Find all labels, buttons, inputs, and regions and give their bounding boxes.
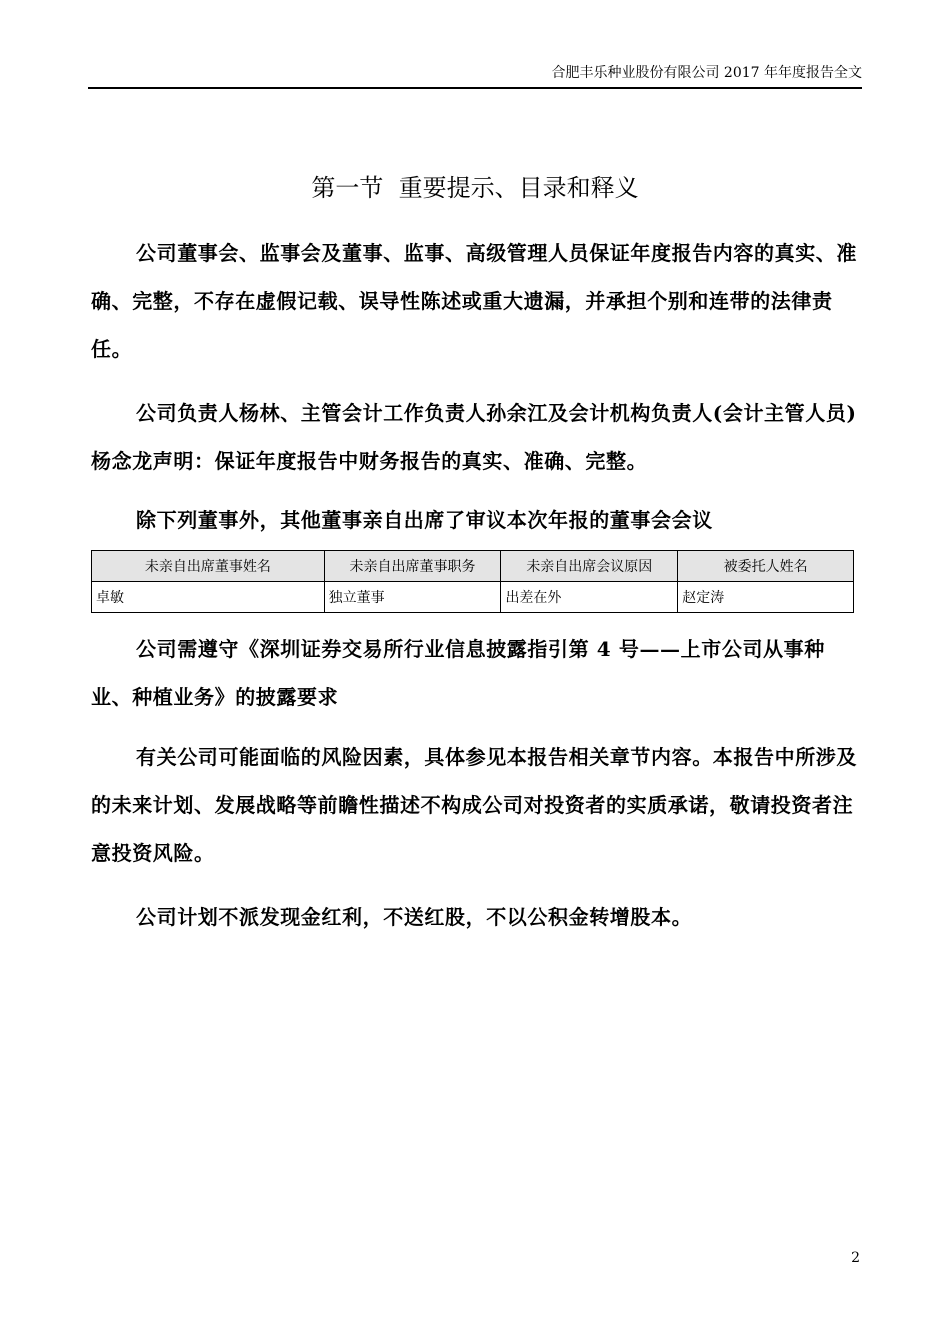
paragraph-disclosure-guideline: 公司需遵守《深圳证券交易所行业信息披露指引第 4 号——上市公司从事种业、种植业务》的披露要求 bbox=[91, 637, 825, 709]
absent-directors-table bbox=[91, 550, 854, 613]
table-header-cell: 未亲自出席董事姓名 bbox=[92, 551, 325, 582]
table-cell: 出差在外 bbox=[501, 582, 678, 613]
paragraph-absent-directors-intro: 除下列董事外，其他董事亲自出席了审议本次年报的董事会会议 bbox=[136, 508, 713, 532]
paragraph-officer-statement: 公司负责人杨林、主管会计工作负责人孙余江及会计机构负责人(会计主管人员)杨念龙声明：保证年度报告中财务报告的真实、准确、完整。 bbox=[91, 401, 857, 473]
table-header-cell: 被委托人姓名 bbox=[678, 551, 854, 582]
report-header-title: 合肥丰乐种业股份有限公司 2017 年年度报告全文 bbox=[551, 65, 862, 81]
paragraph-risk-warning: 有关公司可能面临的风险因素，具体参见本报告相关章节内容。本报告中所涉及的未来计划、发展战略等前瞻性描述不构成公司对投资者的实质承诺，敬请投资者注意投资风险。 bbox=[91, 745, 857, 865]
section-title: 第一节 重要提示、目录和释义 bbox=[311, 174, 639, 203]
table-row bbox=[92, 582, 854, 613]
table-header-cell: 未亲自出席董事职务 bbox=[324, 551, 501, 582]
paragraph-dividend-plan: 公司计划不派发现金红利，不送红股，不以公积金转增股本。 bbox=[136, 905, 693, 929]
table-header-row bbox=[92, 551, 854, 582]
page-number: 2 bbox=[851, 1250, 860, 1266]
table-cell: 卓敏 bbox=[92, 582, 325, 613]
paragraph-board-guarantee: 公司董事会、监事会及董事、监事、高级管理人员保证年度报告内容的真实、准确、完整，不存在虚假记载、误导性陈述或重大遗漏，并承担个别和连带的法律责任。 bbox=[91, 241, 857, 361]
table-cell: 独立董事 bbox=[324, 582, 501, 613]
table-cell: 赵定涛 bbox=[678, 582, 854, 613]
table-header-cell: 未亲自出席会议原因 bbox=[501, 551, 678, 582]
header-divider bbox=[88, 87, 862, 89]
